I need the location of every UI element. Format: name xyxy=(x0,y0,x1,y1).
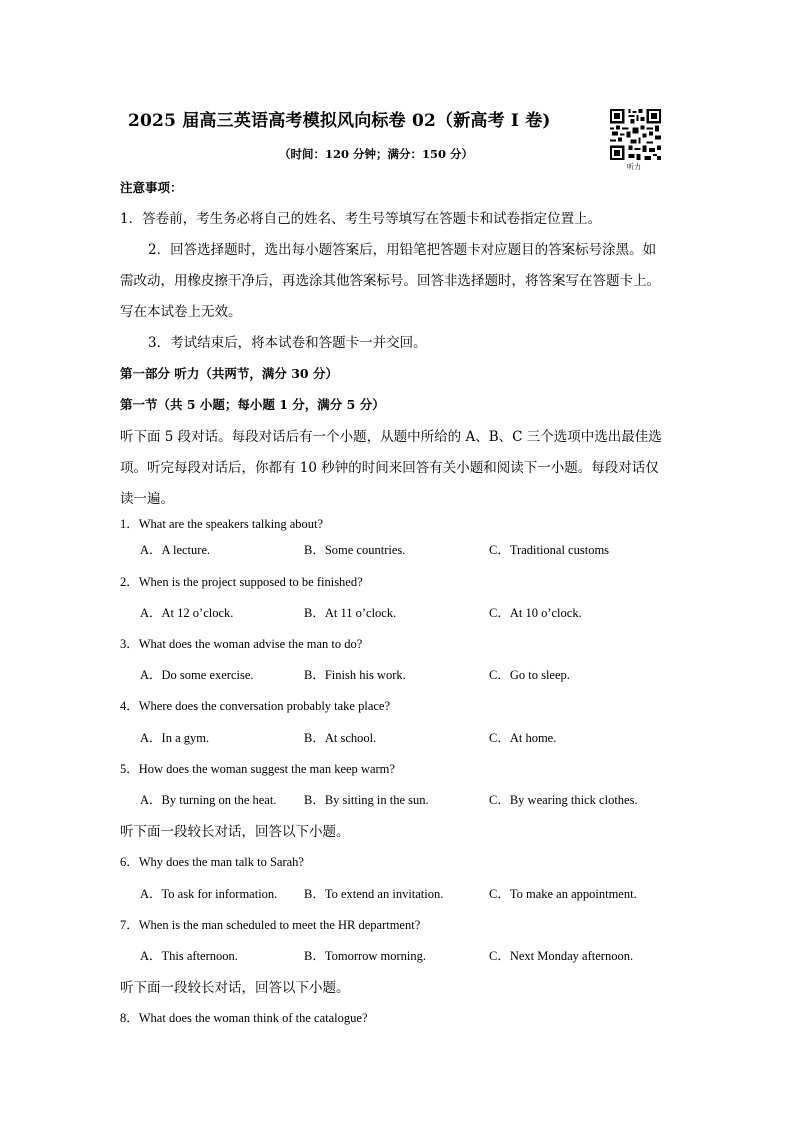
note-2-line-a: 2．回答选择题时，选出每小题答案后，用铅笔把答题卡对应题目的答案标号涂黑。如 xyxy=(148,242,657,258)
long-dialogue-instruction-1: 听下面一段较长对话，回答以下小题。 xyxy=(120,824,350,840)
instruction-line-b: 项。听完每段对话后，你都有 10 秒钟的时间来回答有关小题和阅读下一小题。每段对话仅 xyxy=(120,460,659,476)
question-1-option-a: A．A lecture. xyxy=(140,543,211,557)
question-7-option-a: A．This afternoon. xyxy=(140,949,238,963)
question-1-option-c: C．Traditional customs xyxy=(489,543,610,557)
question-6: 6．Why does the man talk to Sarah? xyxy=(120,855,304,869)
note-2-line-b: 需改动，用橡皮擦干净后，再选涂其他答案标号。回答非选择题时，将答案写在答题卡上。 xyxy=(120,273,660,289)
note-2-line-c: 写在本试卷上无效。 xyxy=(120,304,242,320)
question-3: 3．What does the woman advise the man to do? xyxy=(120,637,363,651)
notes-heading: 注意事项： xyxy=(120,180,183,195)
question-3-option-a: A．Do some exercise. xyxy=(140,668,254,682)
exam-title: 2025 届高三英语高考模拟风向标卷 02（新高考 I 卷) xyxy=(128,111,551,131)
question-1: 1．What are the speakers talking about? xyxy=(120,517,324,531)
question-2-option-c: C．At 10 o’clock. xyxy=(489,606,582,620)
question-7: 7．When is the man scheduled to meet the HR department? xyxy=(120,918,421,932)
question-4: 4．Where does the conversation probably take place? xyxy=(120,699,391,713)
part-1-heading: 第一部分 听力（共两节，满分 30 分） xyxy=(120,366,338,381)
question-1-option-b: B．Some countries. xyxy=(304,543,406,557)
question-4-option-a: A．In a gym. xyxy=(140,731,210,745)
question-5: 5．How does the woman suggest the man keep warm? xyxy=(120,762,395,776)
qr-caption: 听力 xyxy=(627,163,641,171)
question-4-option-b: B．At school. xyxy=(304,731,377,745)
question-6-option-a: A．To ask for information. xyxy=(140,887,278,901)
question-6-option-b: B．To extend an invitation. xyxy=(304,887,444,901)
question-8: 8．What does the woman think of the catalogue? xyxy=(120,1011,368,1025)
question-2-option-b: B．At 11 o’clock. xyxy=(304,606,397,620)
question-5-option-b: B．By sitting in the sun. xyxy=(304,793,429,807)
question-7-option-b: B．Tomorrow morning. xyxy=(304,949,427,963)
question-7-option-c: C．Next Monday afternoon. xyxy=(489,949,634,963)
instruction-line-c: 读一遍。 xyxy=(120,491,174,507)
question-5-option-c: C．By wearing thick clothes. xyxy=(489,793,638,807)
note-3: 3．考试结束后，将本试卷和答题卡一并交回。 xyxy=(148,335,427,351)
instruction-line-a: 听下面 5 段对话。每段对话后有一个小题，从题中所给的 A、B、C 三个选项中选出最佳选 xyxy=(120,429,662,445)
question-6-option-c: C．To make an appointment. xyxy=(489,887,637,901)
question-3-option-b: B．Finish his work. xyxy=(304,668,406,682)
question-2: 2．When is the project supposed to be finished? xyxy=(120,575,363,589)
qr-code-icon[interactable] xyxy=(610,109,661,160)
question-2-option-a: A．At 12 o’clock. xyxy=(140,606,234,620)
long-dialogue-instruction-2: 听下面一段较长对话，回答以下小题。 xyxy=(120,980,350,996)
question-3-option-c: C．Go to sleep. xyxy=(489,668,570,682)
question-5-option-a: A．By turning on the heat. xyxy=(140,793,277,807)
section-1-heading: 第一节（共 5 小题；每小题 1 分，满分 5 分） xyxy=(120,397,385,412)
note-1: 1．答卷前，考生务必将自己的姓名、考生号等填写在答题卡和试卷指定位置上。 xyxy=(120,211,602,227)
question-4-option-c: C．At home. xyxy=(489,731,557,745)
exam-subtitle: （时间：120 分钟；满分：150 分） xyxy=(279,147,474,161)
